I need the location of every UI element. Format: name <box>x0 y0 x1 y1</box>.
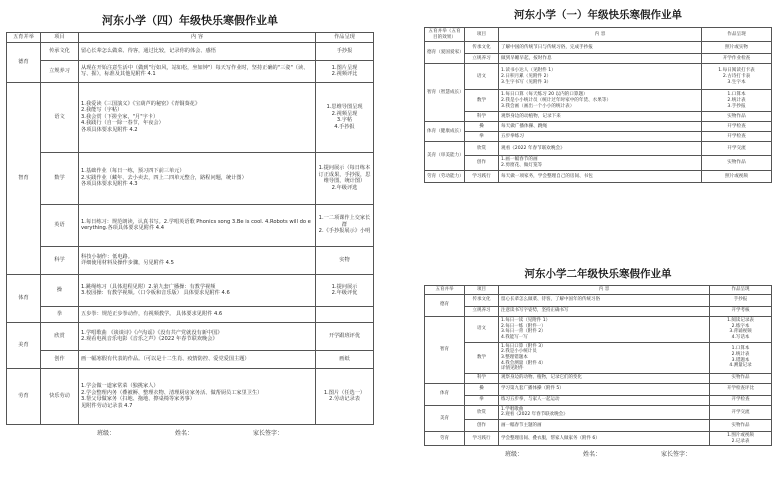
content-cell <box>499 383 710 395</box>
content-line: 2.日积月累（见附件 2） <box>501 74 552 80</box>
item-cell: 拳 <box>465 132 499 142</box>
result-line: 开学考核 <box>731 308 750 314</box>
result-line: 2.统计表 <box>727 98 746 104</box>
result-cell <box>316 60 374 82</box>
result-line: 开学交流 <box>727 146 746 152</box>
content-line: 1.每日一读（见附件 1） <box>501 317 551 323</box>
content-line: 1.学会做一道家常菜（独挑家人） <box>81 383 159 389</box>
category-cell: 劳育（劳动能力） <box>425 170 465 182</box>
result-cell <box>316 82 374 152</box>
content-line: 3.每日一背（附件 2） <box>501 329 546 335</box>
result-line: 2.记录表 <box>731 438 750 444</box>
result-line: 4.手抄报 <box>334 123 355 130</box>
content-cell <box>79 60 316 82</box>
content-cell <box>79 42 316 60</box>
category-cell: 劳育 <box>7 368 41 424</box>
content-line: 1.基础作业（每日一练，预习四下前三单元） <box>81 168 185 175</box>
content-cell <box>499 420 710 432</box>
result-line: 手抄报 <box>733 297 748 303</box>
content-cell <box>499 112 702 122</box>
result-line: 2.年级评选 <box>331 184 358 191</box>
result-line: 开学交流 <box>731 409 750 415</box>
result-cell <box>702 112 772 122</box>
item-cell: 科学 <box>465 112 499 122</box>
result-line: 2.劳动记录表 <box>329 396 360 402</box>
table-row <box>425 306 772 316</box>
item-cell: 创作 <box>465 420 499 432</box>
content-line: 留心长辈怎么做菜、待客，通过比较，记录你的体会、感悟 <box>81 47 216 54</box>
content-cell <box>79 350 316 368</box>
category-cell: 体育 <box>7 274 41 322</box>
item-cell: 传承文化 <box>465 42 499 54</box>
content-line: 画一幅春节主题的画 <box>501 422 542 428</box>
result-cell <box>710 405 772 419</box>
content-line: 画一幅寒假有代表的作品。（可以是十二生肖、疫情防控、爱党爱国主题） <box>81 355 250 362</box>
content-line: 1.我爱读《三国演义》《宝葫芦的秘密》《青铜葵花》 <box>81 100 201 107</box>
result-line: 开学跟班评优 <box>328 332 361 339</box>
item-cell: 创作 <box>465 156 499 170</box>
item-cell: 立规养习 <box>465 54 499 64</box>
content-cell <box>499 306 710 316</box>
content-cell <box>499 395 710 405</box>
content-cell <box>499 294 710 306</box>
category-cell: 智育 <box>7 82 41 274</box>
item-cell: 立规养习 <box>41 60 79 82</box>
result-line: 4.测量记录 <box>729 363 752 369</box>
result-cell <box>316 152 374 204</box>
category-cell: 体育（健康成长） <box>425 122 465 142</box>
footer-field: 姓名： <box>582 451 601 459</box>
result-line: 1.提问展示 <box>331 283 358 290</box>
category-cell: 德育（爱国爱家） <box>425 42 465 64</box>
content-line: 学习第九套广播体操（附件 5） <box>501 386 564 392</box>
result-cell <box>710 373 772 383</box>
content-line: 2.实践作业（藏年、去小卖去，四上二四单元整合，路程问题，统计图） <box>81 174 247 181</box>
result-line: 1.口算本 <box>731 346 750 352</box>
content-line: 见附件劳动记录表 4.7 <box>81 402 133 409</box>
content-cell <box>499 122 702 132</box>
content-line: 3.帮父母做家务（扫地、拖地、擦桌椅等家务事） <box>81 396 195 402</box>
table-row <box>425 64 772 90</box>
item-cell: 欣赏 <box>41 322 79 350</box>
result-cell <box>702 142 772 156</box>
content-line: 3.我会画（画出一个小小的统计表） <box>501 103 575 109</box>
item-cell: 操 <box>465 383 499 395</box>
table-row <box>7 322 374 350</box>
table-row <box>425 342 772 373</box>
header-cell: 项目 <box>465 286 499 295</box>
table-row <box>425 432 772 446</box>
result-line: 2.年级评优 <box>331 290 358 296</box>
content-line: 2.每日一练（附件一） <box>501 323 546 329</box>
content-cell <box>499 142 702 156</box>
table-row <box>7 350 374 368</box>
content-cell <box>499 156 702 170</box>
table-row <box>7 60 374 82</box>
table-body <box>7 42 374 424</box>
table-row <box>425 90 772 112</box>
result-line: 1.一二项课作上交家长群 <box>318 215 371 228</box>
category-cell: 美育 <box>425 405 465 431</box>
content-cell <box>79 368 316 424</box>
header-cell: 内 容 <box>499 286 710 295</box>
content-line: 注意读书写字姿势，坚持正确书写 <box>501 308 569 314</box>
content-line: 详情见附件 <box>501 366 524 372</box>
result-cell <box>316 322 374 350</box>
result-line: 实物作品 <box>727 114 746 120</box>
item-cell: 数学 <box>41 152 79 204</box>
result-line: 4.写话本 <box>731 334 750 340</box>
item-cell: 英语 <box>41 204 79 246</box>
category-cell: 劳育 <box>425 432 465 446</box>
item-cell: 语文 <box>465 316 499 342</box>
category-cell: 智育 <box>425 316 465 383</box>
content-cell <box>499 170 702 182</box>
content-line: 观看《2022 年春节联欢晚会》 <box>501 146 565 152</box>
result-cell <box>702 42 772 54</box>
result-cell <box>710 432 772 446</box>
result-cell <box>710 316 772 342</box>
header-cell: 作品呈现 <box>702 28 772 42</box>
result-line: 3.生字本 <box>727 79 746 85</box>
result-line: 1.提问展示（每日练本订正成果，手抄报，思维导图，统计图） <box>318 165 371 184</box>
header-cell: 内 容 <box>79 33 316 43</box>
result-cell <box>316 246 374 274</box>
header-cell: 项目 <box>465 28 499 42</box>
content-cell <box>499 373 710 383</box>
table-row <box>7 306 374 322</box>
content-cell <box>499 64 702 90</box>
item-cell: 快乐劳动 <box>41 368 79 424</box>
content-line: 从现在开始注意生活中（做到"行如风，站如松，坐如钟"）每天写作业时，坚持正确的"三姿"（读、写、握），标准及其他见附件 4.1 <box>81 64 309 77</box>
content-line: 4.我能写一写 <box>501 334 528 340</box>
result-cell <box>316 204 374 246</box>
result-line: 2.《手抄报展示》小明 <box>318 228 371 235</box>
table-row <box>7 152 374 204</box>
footer-field: 家长签字： <box>253 429 284 437</box>
item-cell: 创作 <box>41 350 79 368</box>
table-row <box>425 170 772 182</box>
sheet-title: 河东小学（四）年级快乐寒假作业单 <box>102 14 278 27</box>
result-cell <box>316 306 374 322</box>
footer-field: 家长签字： <box>661 451 692 459</box>
table-row <box>7 246 374 274</box>
category-cell: 体育 <box>425 383 465 405</box>
content-line: 五步拳练习 <box>501 134 524 140</box>
sheet-grade-four <box>6 6 374 496</box>
content-line: 2.观看电视音乐电影《音乐之声》《2022 年春节联欢晚会》 <box>81 336 218 342</box>
content-line: 练习五步拳，与家人一起运动 <box>501 397 560 403</box>
content-cell <box>499 405 710 419</box>
content-line: 1.跳绳练习（具体进程见附）2.第九套广播操：有教学视频 <box>81 283 216 290</box>
table-row <box>425 112 772 122</box>
content-cell <box>499 342 710 373</box>
table-row <box>425 383 772 395</box>
result-line: 1.阅读记录表 <box>727 317 754 323</box>
result-cell <box>710 294 772 306</box>
content-line: 科技小制作：低电路。 <box>81 253 133 260</box>
result-cell <box>710 342 772 373</box>
homework-table <box>424 285 772 446</box>
result-cell <box>702 170 772 182</box>
content-cell <box>79 82 316 152</box>
content-line: 留心长辈怎么做菜、待客，了解中国年的传统习俗 <box>501 297 600 303</box>
content-line: 1.每日口算（每天练习 20 以内的口算题） <box>501 92 588 98</box>
item-cell: 传承文化 <box>465 294 499 306</box>
item-cell: 传承文化 <box>41 42 79 60</box>
content-cell <box>79 306 316 322</box>
result-cell <box>702 156 772 170</box>
table-body <box>425 42 772 182</box>
result-line: 实物作品 <box>731 422 750 428</box>
result-cell <box>702 64 772 90</box>
content-cell <box>79 322 316 350</box>
content-line: 观察身边的动物、植物，记录它们的变化 <box>501 375 582 381</box>
category-cell: 德育 <box>7 42 41 82</box>
result-cell <box>316 274 374 306</box>
content-line: 3.整理错题本 <box>501 354 528 360</box>
homework-table <box>424 27 772 183</box>
category-cell: 德育 <box>425 294 465 316</box>
table-row <box>425 373 772 383</box>
content-line: 1.学唱歌曲 <box>501 406 524 412</box>
result-line: 3.手抄报 <box>727 103 746 109</box>
result-cell <box>710 306 772 316</box>
result-line: 1.图片呈现 <box>331 64 358 71</box>
result-line: 开学作业检查 <box>722 56 751 62</box>
result-line: 照片或视频 <box>725 173 748 179</box>
content-line: 4.我践行（自一除一春节，年夜会） <box>81 120 164 127</box>
result-line: 2.古诗打卡表 <box>722 74 751 80</box>
content-line: 1.学唱歌曲 《谈谈诗》《卢沟谣》《没有共产党就没有新中国》 <box>81 329 223 336</box>
content-line: 1.每日练习：规范朗读，认真书写。2.学唱英语歌 Phonics song 3.Be is cool. 4.Robots will do everything.各项具体要求见附件 4.4 <box>81 218 311 231</box>
item-cell: 语文 <box>465 64 499 90</box>
content-line: 3.我会赏（下搓全家，"月"字卡） <box>81 113 159 120</box>
table-row <box>7 42 374 60</box>
result-line: 开学检查 <box>731 397 750 403</box>
result-cell <box>316 42 374 60</box>
table-row <box>425 142 772 156</box>
content-line: 观察身边的动植物，记录下来 <box>501 114 561 120</box>
item-cell: 学习践行 <box>465 170 499 182</box>
content-line: 学会整理房间、叠衣服，帮家人做家务（附件 6） <box>501 435 600 441</box>
result-line: 1.思维导图呈现 <box>326 104 363 110</box>
homework-table <box>6 32 374 425</box>
content-cell <box>79 204 316 246</box>
item-cell: 科学 <box>41 246 79 274</box>
header-cell: 项目 <box>41 33 79 43</box>
item-cell: 数学 <box>465 90 499 112</box>
result-cell <box>710 383 772 395</box>
result-cell <box>316 368 374 424</box>
content-line: 3.校园操：有教学视频。（口令板和音乐版） 具体要求见附件 4.6 <box>81 290 230 296</box>
result-line: 2.练字本 <box>731 323 750 329</box>
sheet-grade-one <box>424 4 772 236</box>
content-line: 2.学会整理内务（叠被褥、整理衣物、清理厨房家务活、做帮厨员工家里卫生） <box>81 389 263 396</box>
content-line: 3.生字书写（见附件 3） <box>501 79 552 85</box>
table-row <box>425 395 772 405</box>
category-cell: 智育（智慧成长） <box>425 64 465 122</box>
table-row <box>7 274 374 306</box>
sheet-grade-two <box>424 264 772 500</box>
content-line: 2.观看《2022 年春节联欢晚会》 <box>501 412 568 418</box>
content-line: 每天做广播体操、跳绳 <box>501 124 547 130</box>
footer-field: 姓名： <box>174 429 193 437</box>
result-line: 2.视频呈现 <box>331 110 358 117</box>
result-line: 1.口算本 <box>727 92 746 98</box>
result-cell <box>702 90 772 112</box>
result-cell <box>710 395 772 405</box>
content-cell <box>499 90 702 112</box>
content-line: 1.画一幅春节的画 <box>501 157 538 163</box>
content-line: 每天做一项家务，学会整理自己的房间、书包 <box>501 173 593 179</box>
table-row <box>7 204 374 246</box>
category-cell: 美育（审美能力） <box>425 142 465 170</box>
result-cell <box>710 420 772 432</box>
table-row <box>425 122 772 132</box>
result-line: 3.错题本 <box>731 357 750 363</box>
result-line: 3.字帖 <box>336 117 353 123</box>
table-row <box>425 294 772 306</box>
item-cell: 拳 <box>465 395 499 405</box>
header-cell: 五育并举 <box>7 33 41 43</box>
result-cell <box>702 132 772 142</box>
sheet-footer <box>6 428 374 437</box>
result-line: 开学检查 <box>727 134 746 140</box>
content-cell <box>499 132 702 142</box>
table-row <box>425 132 772 142</box>
footer-field: 班级： <box>504 451 523 459</box>
item-cell: 欣赏 <box>465 142 499 156</box>
result-line: 2.视频评比 <box>331 71 358 77</box>
content-cell <box>499 432 710 446</box>
item-cell: 语文 <box>41 82 79 152</box>
result-cell <box>702 54 772 64</box>
result-line: 画纸 <box>339 355 350 362</box>
result-line: 照片或实物 <box>725 45 748 51</box>
sheet-title: 河东小学二年级快乐寒假作业单 <box>524 268 672 280</box>
result-cell <box>316 350 374 368</box>
result-line: 1.图片或视频 <box>727 433 754 438</box>
content-line: 2.剪窗花、做灯笼等 <box>501 163 543 169</box>
result-cell <box>702 122 772 132</box>
content-line: 2.我是小小统计员 <box>501 349 537 355</box>
header-cell: 五育并举 <box>425 286 465 295</box>
item-cell: 操 <box>465 122 499 132</box>
content-cell <box>499 54 702 64</box>
content-cell <box>79 152 316 204</box>
sheet-title: 河东小学（一）年级快乐寒假作业单 <box>514 9 682 21</box>
table-row <box>425 420 772 432</box>
result-line: 实物作品 <box>731 375 750 381</box>
item-cell: 科学 <box>465 373 499 383</box>
category-cell: 美育 <box>7 322 41 368</box>
content-line: 1.读书小达人（见附件 1） <box>501 68 556 74</box>
result-line: 开学检查评比 <box>727 386 754 392</box>
content-line: 2.我是小小统计员（统计过年时家中的年货、水果等） <box>501 98 612 104</box>
item-cell: 欣赏 <box>465 405 499 419</box>
content-line: 了解中国的传统节日与传统习俗，完成手抄报 <box>501 45 593 51</box>
content-line: 2.我能写（字帖） <box>81 107 123 114</box>
result-line: 2.统计表 <box>731 352 750 358</box>
header-cell: 五育并举（五育目的效果） <box>425 28 465 42</box>
table-header-row <box>425 28 772 42</box>
result-line: 1.每日阅读打卡表 <box>718 68 755 74</box>
content-cell <box>79 274 316 306</box>
content-cell <box>79 246 316 274</box>
table-header-row <box>425 286 772 295</box>
content-cell <box>499 42 702 54</box>
content-line: 详细使用材料及操作步骤，另见附件 4.5 <box>81 260 174 266</box>
table-row <box>425 54 772 64</box>
content-line: 五步拳：规范正步拳动作，有视频教学。 具体要求见附件 4.6 <box>81 310 223 317</box>
item-cell: 学习践行 <box>465 432 499 446</box>
result-line: 开学检查 <box>727 124 746 130</box>
result-line: 3.背诵视频 <box>729 329 752 335</box>
content-line: 1.每日口算（附件 3） <box>501 343 546 349</box>
table-row <box>7 368 374 424</box>
sheet-footer <box>424 449 772 458</box>
table-row <box>425 316 772 342</box>
table-row <box>7 82 374 152</box>
header-cell: 内 容 <box>499 28 702 42</box>
table-row <box>425 156 772 170</box>
content-line: 各项具体要求见附件 4.3 <box>81 181 138 188</box>
result-line: 1.图片（任选一） <box>323 389 366 396</box>
item-cell: 拳 <box>41 306 79 322</box>
result-line: 实物作品 <box>727 160 746 166</box>
result-line: 手抄报 <box>336 47 353 54</box>
table-row <box>425 405 772 419</box>
table-body <box>425 294 772 446</box>
item-cell: 数学 <box>465 342 499 373</box>
content-line: 做到早睡早起，按时作息 <box>501 56 552 62</box>
header-cell: 作品呈现 <box>710 286 772 295</box>
table-header-row <box>7 33 374 43</box>
content-line: 各项具体要求见附件 4.2 <box>81 126 138 133</box>
content-line: 4.我会测量（附件 4） <box>501 360 546 366</box>
item-cell: 立规养习 <box>465 306 499 316</box>
table-row <box>425 42 772 54</box>
header-cell: 作品呈现 <box>316 33 374 43</box>
content-cell <box>499 316 710 342</box>
item-cell: 操 <box>41 274 79 306</box>
footer-field: 班级： <box>96 429 115 437</box>
result-line: 实物 <box>339 256 350 263</box>
